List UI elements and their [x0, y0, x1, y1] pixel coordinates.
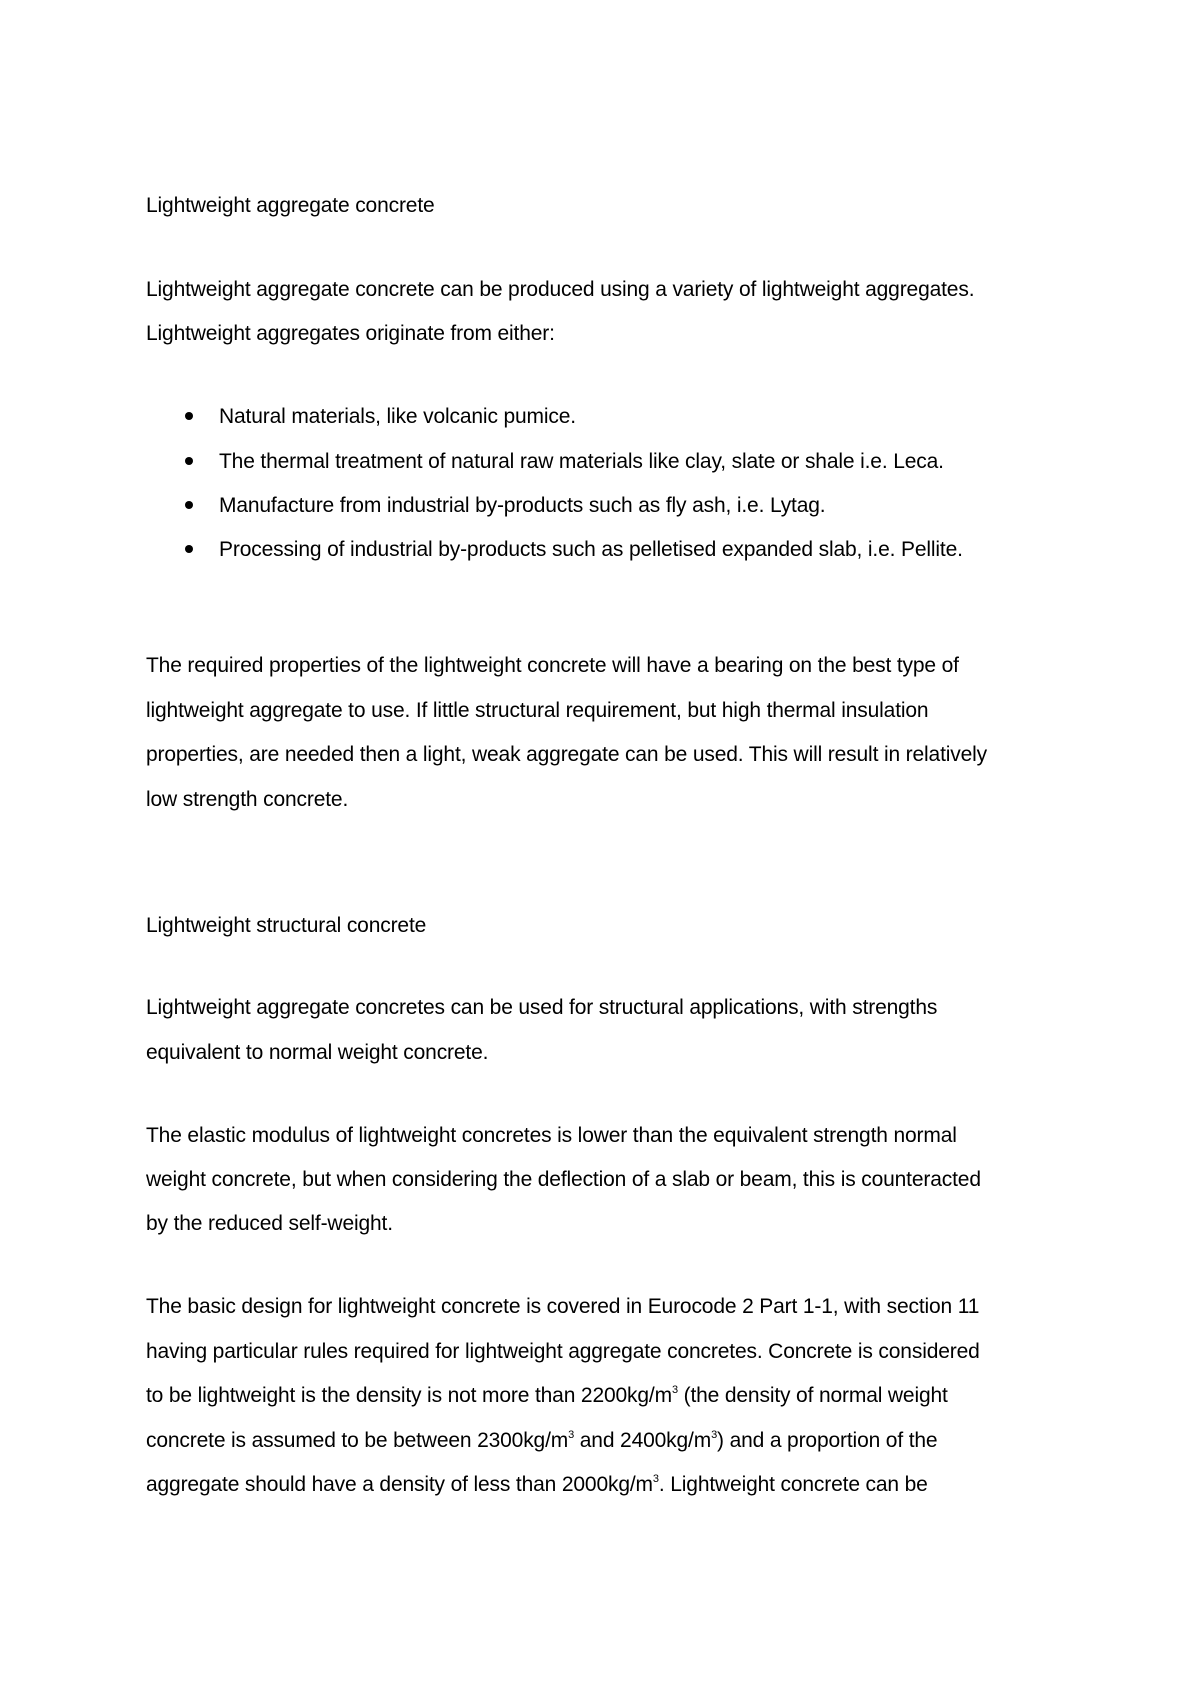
text-line: Lightweight aggregate concretes can be used for structural applications, with strengths: [146, 996, 938, 1019]
list-item-text: Natural materials, like volcanic pumice.: [219, 405, 576, 428]
text-span: aggregate should have a density of less than 2000kg/m: [146, 1473, 653, 1496]
text-line: weight concrete, but when considering the deflection of a slab or beam, this is counteracted: [146, 1168, 981, 1191]
list-item-text: Processing of industrial by-products such as pelletised expanded slab, i.e. Pellite.: [219, 538, 963, 561]
superscript: 3: [652, 1473, 659, 1485]
text-line: [146, 1427, 937, 1455]
text-line: low strength concrete.: [146, 788, 349, 811]
text-line: Lightweight aggregates originate from either:: [146, 322, 555, 345]
text-span: ) and a proportion of the: [717, 1429, 938, 1452]
text-line: by the reduced self-weight.: [146, 1212, 393, 1235]
text-line: Lightweight aggregate concrete can be produced using a variety of lightweight aggregates.: [146, 278, 975, 301]
text-line: properties, are needed then a light, weak aggregate can be used. This will result in relatively: [146, 743, 988, 766]
superscript: 3: [671, 1384, 678, 1396]
superscript: 3: [568, 1429, 575, 1441]
text-line: The required properties of the lightweight concrete will have a bearing on the best type of: [146, 654, 959, 677]
text-span: (the density of normal weight: [677, 1384, 948, 1407]
text-span: and 2400kg/m: [574, 1429, 712, 1452]
text-span: to be lightweight is the density is not more than 2200kg/m: [146, 1384, 672, 1407]
text-line: [146, 1382, 948, 1410]
text-line: lightweight aggregate to use. If little structural requirement, but high thermal insulation: [146, 699, 929, 722]
bullet-icon: [185, 501, 193, 509]
section-heading: Lightweight structural concrete: [146, 914, 427, 937]
text-line: [146, 1471, 928, 1499]
text-span: concrete is assumed to be between 2300kg/m: [146, 1429, 569, 1452]
text-line: equivalent to normal weight concrete.: [146, 1041, 489, 1064]
bullet-icon: [185, 545, 193, 553]
bullet-icon: [185, 412, 193, 420]
text-line: The elastic modulus of lightweight concretes is lower than the equivalent strength normal: [146, 1124, 957, 1147]
bullet-icon: [185, 457, 193, 465]
superscript: 3: [711, 1429, 718, 1441]
list-item-text: The thermal treatment of natural raw materials like clay, slate or shale i.e. Leca.: [219, 450, 944, 473]
text-line: having particular rules required for lightweight aggregate concretes. Concrete is considered: [146, 1340, 980, 1363]
section-heading: Lightweight aggregate concrete: [146, 194, 435, 217]
list-item-text: Manufacture from industrial by-products such as fly ash, i.e. Lytag.: [219, 494, 826, 517]
text-span: . Lightweight concrete can be: [658, 1473, 928, 1496]
text-line: The basic design for lightweight concrete is covered in Eurocode 2 Part 1-1, with section 11: [146, 1295, 980, 1318]
